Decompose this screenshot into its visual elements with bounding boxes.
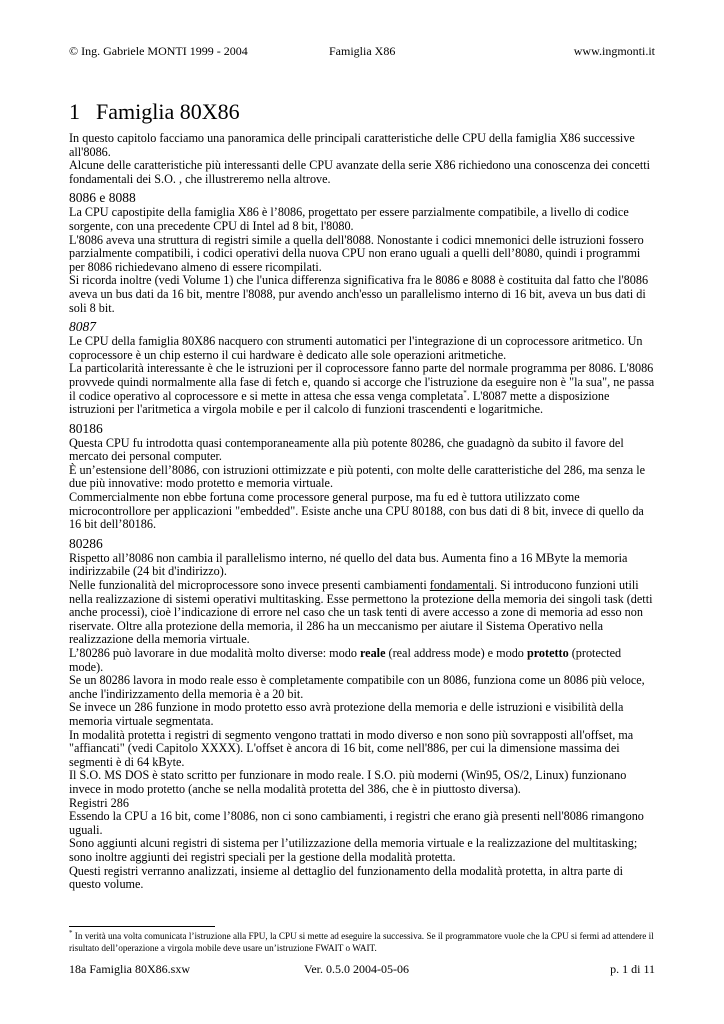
subheading-registri-286: Registri 286 [69,795,129,810]
bold-term-reale: reale [359,646,386,660]
header-title: Famiglia X86 [329,44,396,58]
chapter-number: 1 [69,99,80,124]
paragraph: In modalità protetta i registri di segmento vengono trattati in modo diverso e non sono più sovrapposti all'offset, ma "affiancati" (vedi Capitolo XXXX). L'offset è ancora di 16 bit, come nell'886, per cui la dimensione massima dei segmenti è di 64 kByte. [69,727,634,769]
paragraph [69,579,655,647]
section-heading-80186: 80186 [69,420,103,436]
paragraph: Rispetto all’8086 non cambia il parallelismo interno, né quello del data bus. Aumenta fino a 16 MByte la memoria indirizzabile (24 bit d'indirizzo). [69,550,628,579]
paragraph [69,647,655,674]
intro-paragraph: Alcune delle caratteristiche più interessanti delle CPU avanzate della serie X86 richiedono una conoscenza dei concetti fondamentali dei S.O. , che illustreremo nella altrove. [69,158,651,186]
footnote-reference[interactable]: * [463,388,467,397]
bold-term-protetto: protetto [526,646,569,660]
paragraph: Questi registri verranno analizzati, insieme al dettaglio del funzionamento della modalità protetta, in altra parte di questo volume. [69,863,623,892]
paragraph [69,362,655,416]
paragraph: È un’estensione dell’8086, con istruzioni ottimizzate e più potenti, con molte delle caratteristiche del 286, ma senza le due più innovative: modo protetto e memoria virtuale. [69,462,646,491]
text-run: Nelle funzionalità del microprocessore sono invece presenti cambiamenti [69,578,430,593]
text-run: (protected mode). [69,646,622,674]
paragraph: Essendo la CPU a 16 bit, come l’8086, non ci sono cambiamenti, i registri che erano già presenti nell'8086 rimangono uguali. [69,809,644,837]
footnote-mark: * [69,928,73,937]
text-run: La particolarità interessante è che le istruzioni per il coprocessore fanno parte del normale programma per 8086. L'8086 provvede quindi normalmente alla fase di fetch e, quando si accorge che l'istruzione da eseguire non è "la sua", ne passa il codice operativo al coprocessore e si mette in attesa che essa venga completata [69,361,655,403]
paragraph: L'8086 aveva una struttura di registri simile a quella dell'8088. Nonostante i codici mnemonici delle istruzioni fossero parzialmente compatibili, i codici operativi della nuova CPU non erano uguali a quelli dell’8080, quindi i programmi per 8086 richiedevano almeno di essere ricompilati. [69,232,644,274]
paragraph: Se invece un 286 funzione in modo protetto esso avrà protezione della memoria e delle istruzioni e visibilità della memoria virtuale segmentata. [69,700,624,728]
text-run: . Si introducono funzioni utili nella realizzazione di sistemi operativi multitasking. Esse permettono la protezione della memoria dei singoli task (detti anche processi), cioè l’indicazione di errore nel caso che un task tenti di avere accesso a zone di memoria ad esso non riservate. Oltre alla protezione della memoria, il 286 ha un meccanismo per aiutare il Sistema Operativo nella realizzazione della memoria virtuale. [69,578,653,647]
paragraph: Questa CPU fu introdotta quasi contemporaneamente alla più potente 80286, che guadagnò da subito il favore del mercato dei personal computer. [69,435,624,464]
paragraph: Se un 80286 lavora in modo reale esso è completamente compatibile con un 8086, funziona come un 8086 più veloce, anche l'indirizzamento della memoria è a 20 bit. [69,673,645,701]
section-heading-8086: 8086 e 8088 [69,190,136,206]
page-content [69,98,655,892]
footer-version: Ver. 0.5.0 2004-05-06 [304,962,409,976]
text-run: . L'8087 mette a disposizione istruzioni per l'aritmetica a virgola mobile e per il calcolo di funzioni trascendenti e logaritmiche. [69,388,610,417]
section-heading-80286: 80286 [69,535,103,551]
footnote-text: In verità una volta comunicata l’istruzione alla FPU, la CPU si mette ad eseguire la successiva. Se il programmatore vuole che la CPU si fermi ad attendere il risultato dell’operazione a virgola mobile deve usare un’istruzione FWAIT o WAIT. [69,931,654,953]
footer-page-number: p. 1 di 11 [610,962,655,976]
footnote [69,928,655,954]
chapter-title [69,98,655,126]
paragraph: Il S.O. MS DOS è stato scritto per funzionare in modo reale. I S.O. più moderni (Win95, OS/2, Linux) funzionano invece in modo protetto (anche se nella modalità protetta del 386, che è in piuttosto diversa). [69,768,627,796]
paragraph: Le CPU della famiglia 80X86 nacquero con strumenti automatici per l'integrazione di un coprocessore aritmetico. Un coprocessore è un chip esterno il cui hardware è dedicato alle sole operazioni aritmetiche. [69,334,643,362]
header-copyright: © Ing. Gabriele MONTI 1999 - 2004 [69,44,248,58]
intro-paragraph: In questo capitolo facciamo una panoramica delle principali caratteristiche delle CPU della famiglia X86 successive all'8086. [69,131,635,159]
section-heading-8087: 8087 [69,319,96,335]
paragraph: Sono aggiunti alcuni registri di sistema per l’utilizzazione della memoria virtuale e la realizzazione del multitasking; sono inoltre aggiunti dei registri speciali per la gestione della modalità protetta. [69,836,638,864]
paragraph: Si ricorda inoltre (vedi Volume 1) che l'unica differenza significativa fra le 8086 e 8088 è costituita dal fatto che l'8086 aveva un bus dati da 16 bit, mentre l'8088, pur avendo anch'esso un parallelismo interno di 16 bit, aveva un bus dati di soli 8 bit. [69,273,649,315]
footnote-divider [69,926,215,927]
header-website: www.ingmonti.it [573,44,655,58]
underlined-word: fondamentali [429,578,495,593]
text-run: L’80286 può lavorare in due modalità molto diverse: modo [69,646,360,660]
chapter-name: Famiglia 80X86 [96,99,240,124]
footer-filename: 18a Famiglia 80X86.sxw [69,962,190,976]
paragraph: La CPU capostipite della famiglia X86 è l’8086, progettato per essere parzialmente compatibile, a livello di codice sorgente, con una precedente CPU di Intel ad 8 bit, l'8080. [69,205,629,233]
text-run: (real address mode) e modo [385,646,527,660]
paragraph: Commercialmente non ebbe fortuna come processore general purpose, ma fu ed è tuttora utilizzato come microcontrollore per applicazioni "embedded". Esiste anche una CPU 80188, con bus dati di 8 bit, invece di quello da 16 bit dell’80186. [69,490,644,532]
